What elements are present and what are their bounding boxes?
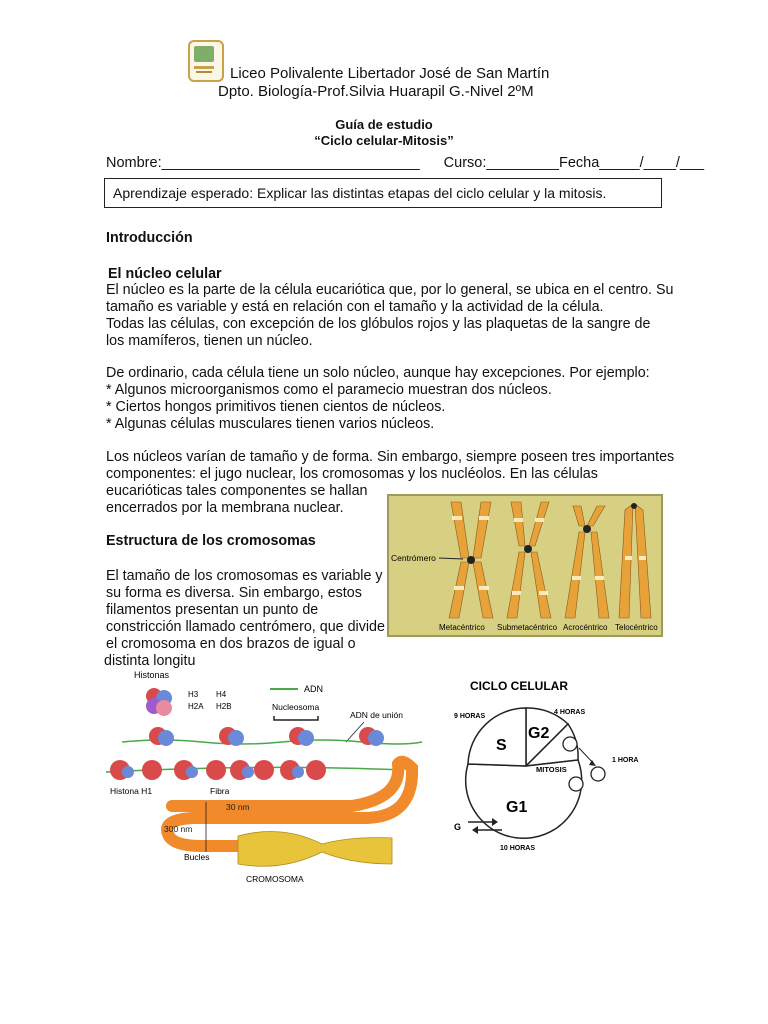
1-hour-label: 1 HORA xyxy=(612,757,639,764)
centromere-label: Centrómero xyxy=(391,553,436,563)
svg-text:H3: H3 xyxy=(188,690,199,699)
cell-cycle-title: CICLO CELULAR xyxy=(470,679,568,693)
g2-phase-label: G2 xyxy=(528,725,550,742)
nucleosome-label: Nucleosoma xyxy=(272,702,320,712)
nucleus-paragraph-3: Los núcleos varían de tamaño y de forma. Sin embargo, siempre poseen tres importantes componentes: el jugo nuclear, los cromosomas y los nucléolos. En las células eucarióticas tales componentes se hallan encerrados por la membrana nuclear. xyxy=(106,449,675,516)
g-label: G xyxy=(454,822,462,832)
course-field[interactable]: _________ xyxy=(486,155,559,171)
4-hours-label: 4 HORAS xyxy=(554,709,586,716)
learning-objective-box xyxy=(104,178,662,208)
fiber-label: Fibra xyxy=(210,786,230,796)
telocentric-label: Telocéntrico xyxy=(615,623,658,632)
chromosome-structure-paragraph: El tamaño de los cromosomas es variable y su forma es diversa. Sin embargo, estos filamentos presentan un punto de constricción llamado centrómero, que divide el cromosoma en dos brazos de igual o distinta longitu xyxy=(104,568,385,669)
chromosome-types-figure xyxy=(387,494,663,637)
svg-text:H2B: H2B xyxy=(216,702,232,711)
dna-label: ADN xyxy=(304,684,324,694)
guide-title: Guía de estudio xyxy=(335,117,433,132)
10-hours-label: 10 HORAS xyxy=(500,845,536,852)
student-form-line xyxy=(106,155,704,171)
linker-dna-label: ADN de unión xyxy=(350,710,403,720)
intro-heading: Introducción xyxy=(106,230,193,246)
metacentric-label: Metacéntrico xyxy=(439,623,485,632)
histone-octamer-icon xyxy=(146,688,172,716)
nucleus-paragraph-2: De ordinario, cada célula tiene un solo núcleo, aunque hay excepciones. Por ejemplo: * Algunos microorganismos como el paramecio muestran dos núcleos. * Ciertos hongos primitivos tienen cientos de núcleos. * Algunas células musculares tienen varios núcleos. xyxy=(106,365,650,432)
histones-label: Histonas xyxy=(134,670,170,680)
learning-objective: Aprendizaje esperado: Explicar las distintas etapas del ciclo celular y la mitosis. xyxy=(113,185,607,201)
guide-subtitle: “Ciclo celular-Mitosis” xyxy=(314,133,454,148)
chromosome-label: CROMOSOMA xyxy=(246,874,304,884)
nucleus-paragraph-1: El núcleo es la parte de la célula eucariótica que, por lo general, se ubica en el centro. Su tamaño es variable y está en relación con el tamaño y la actividad de la célula. Todas las células, con excepción de los glóbulos rojos y las plaquetas de la sangre de los mamíferos, tienen un núcleo. xyxy=(106,282,674,349)
30nm-label: 30 nm xyxy=(226,802,250,812)
cell-cycle-diagram xyxy=(446,676,646,856)
histone-h1-label: Histona H1 xyxy=(110,786,153,796)
school-name: Liceo Polivalente Libertador José de San Martín xyxy=(230,65,550,82)
chromosome-structure-heading: Estructura de los cromosomas xyxy=(106,533,316,549)
9-hours-label: 9 HORAS xyxy=(454,713,486,720)
name-field[interactable]: ________________________________ xyxy=(161,155,420,171)
course-label: Curso: xyxy=(443,155,487,171)
loops-label: Bucles xyxy=(184,852,210,862)
date-field[interactable]: _____/____/___ xyxy=(599,155,705,171)
svg-text:H2A: H2A xyxy=(188,702,204,711)
nucleus-heading: El núcleo celular xyxy=(108,266,222,282)
submetacentric-label: Submetacéntrico xyxy=(497,623,558,632)
s-phase-label: S xyxy=(496,737,507,754)
department-line: Dpto. Biología-Prof.Silvia Huarapil G.-Nivel 2ºM xyxy=(218,83,534,100)
date-label: Fecha xyxy=(558,155,600,171)
school-logo xyxy=(188,40,224,82)
300nm-label: 300 nm xyxy=(164,824,193,834)
g1-phase-label: G1 xyxy=(506,799,528,816)
name-label: Nombre: xyxy=(106,155,162,171)
acrocentric-label: Acrocéntrico xyxy=(563,623,608,632)
svg-text:H4: H4 xyxy=(216,690,227,699)
dna-packaging-diagram xyxy=(102,668,434,888)
mitosis-label: MITOSIS xyxy=(536,765,567,774)
